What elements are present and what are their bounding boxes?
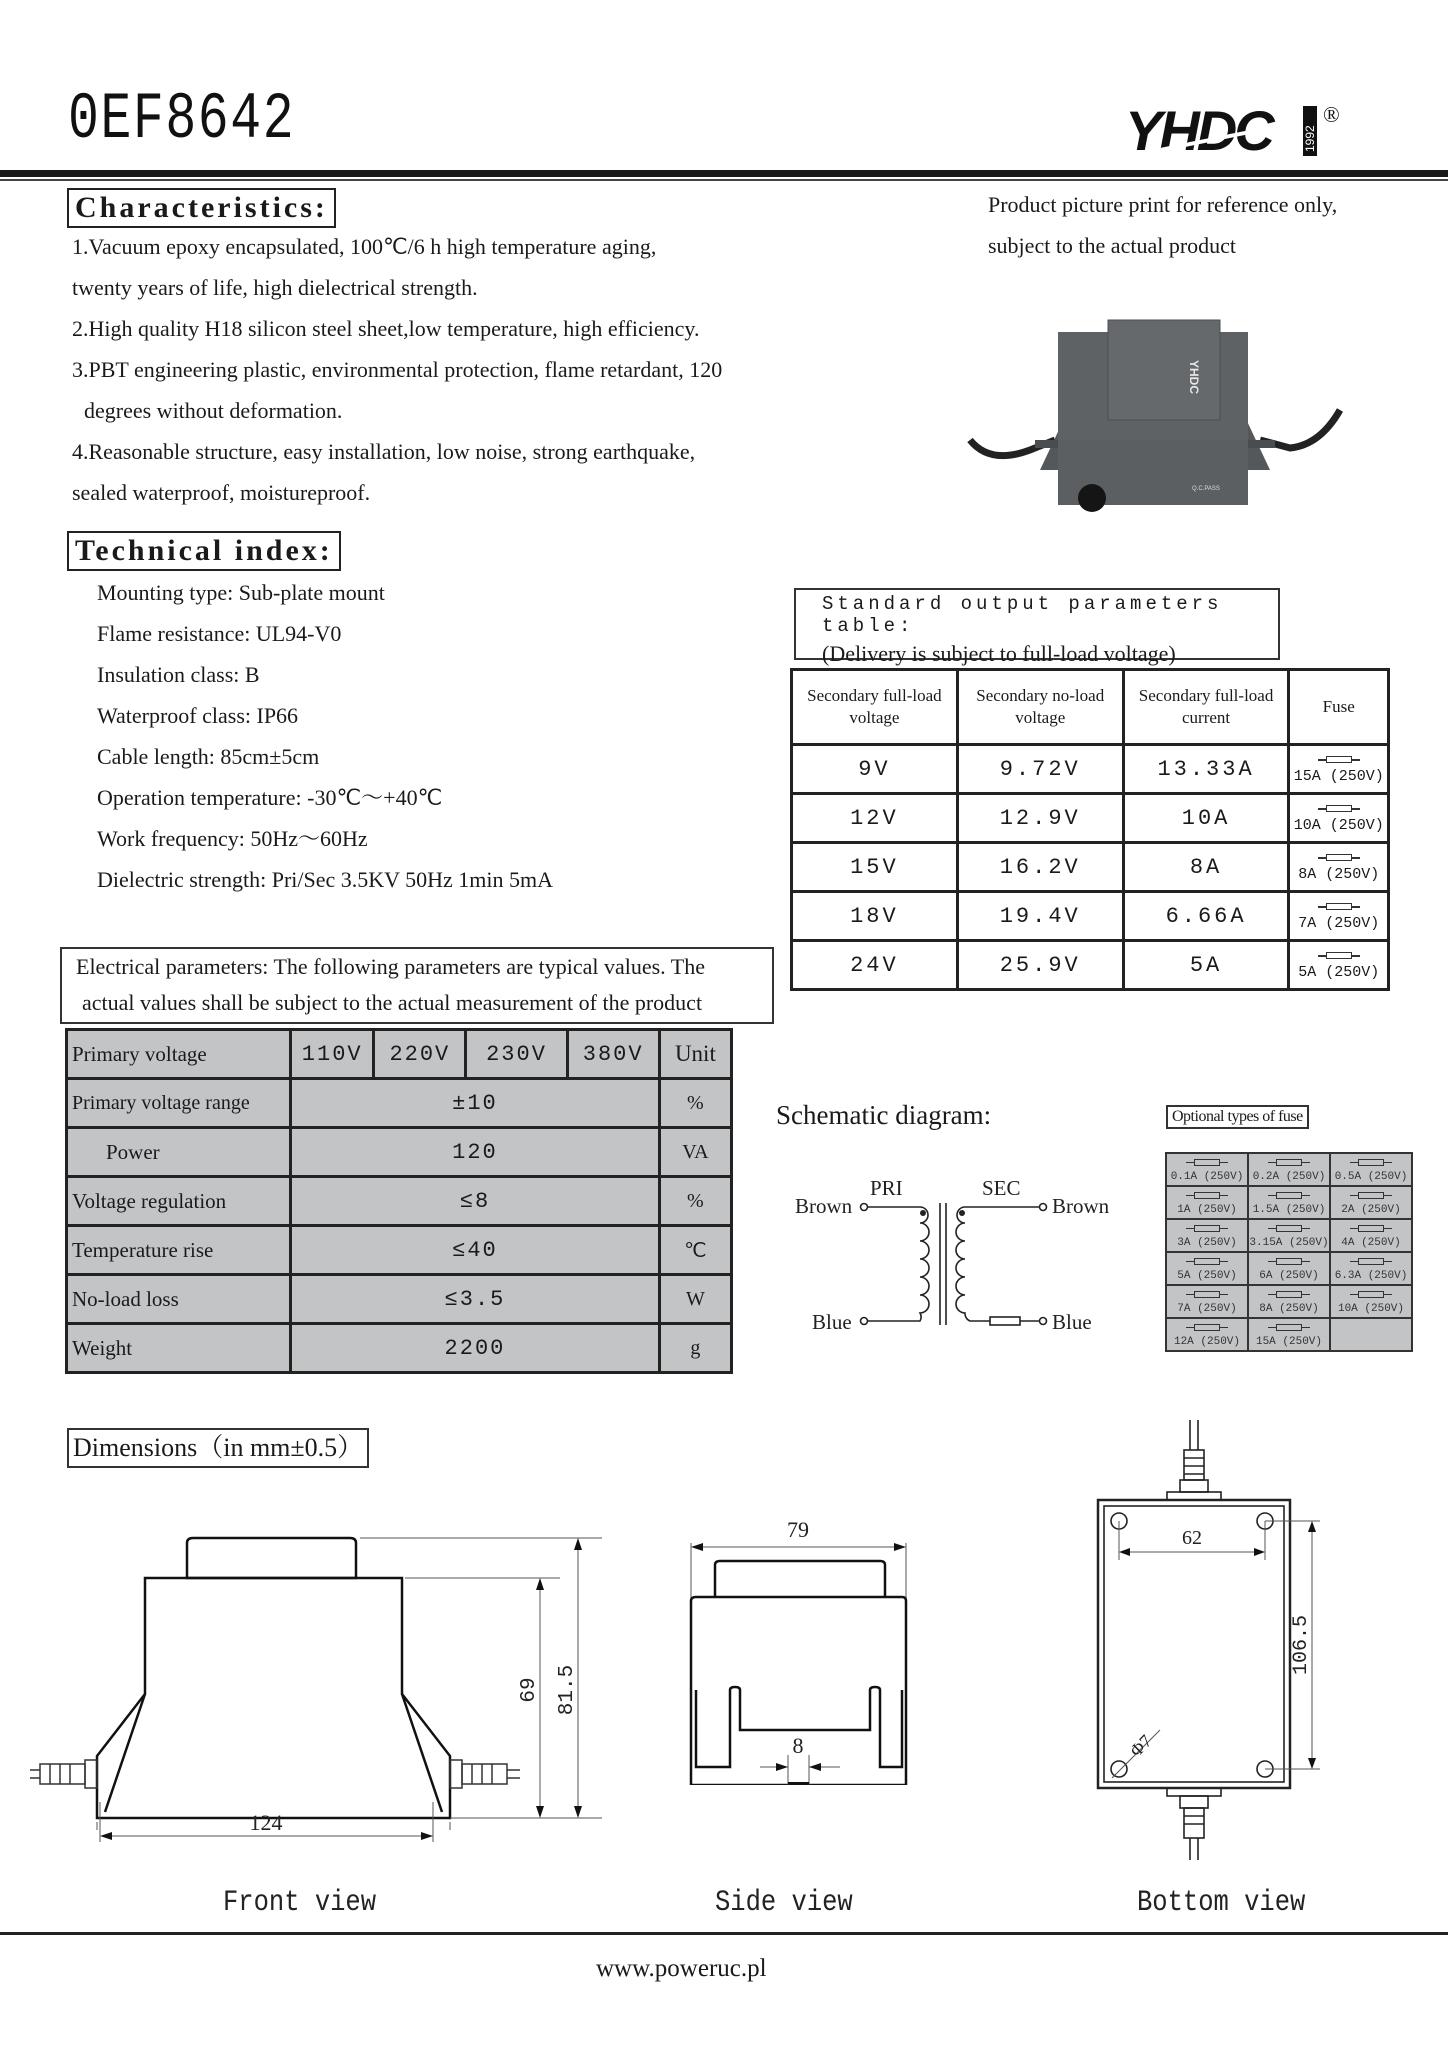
- fuse-icon: [1358, 1291, 1384, 1298]
- photo-brand: YHDC: [1187, 360, 1201, 395]
- bottom-view-drawing: [1090, 1420, 1350, 1860]
- front-view-drawing: [30, 1520, 630, 1830]
- fuse-icon: [1326, 952, 1352, 959]
- table-row: [792, 843, 1389, 892]
- fuse-icon: [1276, 1225, 1302, 1232]
- terminal-icon: [1040, 1318, 1047, 1325]
- characteristic-line: 1.Vacuum epoxy encapsulated, 100℃/6 h high temperature aging,: [72, 234, 657, 259]
- table-row: [67, 1275, 732, 1324]
- fuse-option: 12A (250V): [1166, 1318, 1248, 1351]
- fuse-icon: [1358, 1225, 1384, 1232]
- pri-label: PRI: [870, 1176, 903, 1200]
- table-row: [67, 1226, 732, 1275]
- table-row: [792, 745, 1389, 794]
- terminal-icon: [1040, 1204, 1047, 1211]
- standard-output-subtitle: (Delivery is subject to full-load voltage): [822, 641, 1176, 666]
- fuse-option: 15A (250V): [1248, 1318, 1330, 1351]
- column-header: Secondary full-load voltage: [792, 670, 958, 745]
- row-value: ≤3.5: [291, 1275, 660, 1324]
- fuse-icon: [1276, 1159, 1302, 1166]
- tech-item: Insulation class: B: [97, 662, 260, 687]
- table-header-row: [67, 1030, 732, 1079]
- table-cell: 18V: [792, 892, 958, 941]
- sec-bottom-wire-label: Blue: [1052, 1310, 1092, 1334]
- front-total-height: 81.5: [556, 1664, 579, 1716]
- table-row: [67, 1079, 732, 1128]
- logo-year: 1992: [1303, 125, 1317, 152]
- technical-index-title: Technical index:: [67, 531, 341, 571]
- fuse-option: 8A (250V): [1248, 1285, 1330, 1318]
- mount-hole-icon: [1111, 1761, 1127, 1777]
- table-cell: 13.33A: [1123, 745, 1289, 794]
- electrical-note-line: actual values shall be subject to the actual measurement of the product: [82, 990, 703, 1015]
- front-width-dimension: [80, 1800, 450, 1850]
- table-cell: 12V: [792, 794, 958, 843]
- table-cell: 25.9V: [957, 941, 1123, 990]
- product-note-line: Product picture print for reference only,: [988, 192, 1338, 217]
- registered-mark: ®: [1323, 102, 1340, 127]
- fuse-option: 0.2A (250V): [1248, 1153, 1330, 1186]
- polarity-dot: [920, 1210, 926, 1216]
- technical-index-list: [97, 572, 553, 900]
- schematic-title: Schematic diagram:: [776, 1100, 992, 1130]
- row-unit: W: [659, 1275, 731, 1324]
- row-label: Power: [67, 1128, 291, 1177]
- fuse-icon: [1194, 1324, 1220, 1331]
- cable-gland-right: [450, 1760, 520, 1788]
- front-body-height: 69: [518, 1677, 541, 1703]
- table-cell: 9V: [792, 745, 958, 794]
- row-value: ≤8: [291, 1177, 660, 1226]
- row-value: 2200: [291, 1324, 660, 1373]
- table-header-row: [792, 670, 1389, 745]
- fuse-icon: [1358, 1159, 1384, 1166]
- fuse-icon: [990, 1317, 1020, 1325]
- footer-url[interactable]: www.poweruc.pl: [596, 1955, 767, 1982]
- optional-fuse-title: Optional types of fuse: [1166, 1105, 1309, 1129]
- row-unit: VA: [659, 1128, 731, 1177]
- table-row: [792, 794, 1389, 843]
- electrical-note-line: Electrical parameters: The following parameters are typical values. The: [76, 954, 705, 979]
- fuse-option: 7A (250V): [1166, 1285, 1248, 1318]
- schematic-diagram: [790, 1165, 1130, 1340]
- table-cell: 16.2V: [957, 843, 1123, 892]
- dimensions-title: Dimensions（in mm±0.5）: [67, 1428, 369, 1468]
- logo-brand-text: YHDC: [1125, 100, 1272, 160]
- row-label: No-load loss: [67, 1275, 291, 1324]
- bottom-hole-spacing-y: 106.5: [1290, 1614, 1313, 1676]
- characteristics-list: [72, 226, 812, 513]
- fuse-icon: [1194, 1291, 1220, 1298]
- tech-item: Operation temperature: -30℃～+40℃: [97, 785, 443, 810]
- product-note: [988, 184, 1337, 266]
- table-row: [67, 1177, 732, 1226]
- primary-coil: [868, 1207, 929, 1321]
- fuse-icon: [1326, 756, 1352, 763]
- table-cell: 5A: [1123, 941, 1289, 990]
- table-cell: 6.66A: [1123, 892, 1289, 941]
- row-unit: ℃: [659, 1226, 731, 1275]
- svg-text:Q.C.PASS: Q.C.PASS: [1192, 486, 1220, 492]
- fuse-cell: 10A (250V): [1289, 794, 1389, 843]
- table-cell: 9.72V: [957, 745, 1123, 794]
- fuse-option-empty: [1330, 1318, 1412, 1351]
- optional-fuse-grid: [1165, 1152, 1413, 1352]
- fuse-holder-icon: [1078, 484, 1106, 512]
- table-cell: 24V: [792, 941, 958, 990]
- table-row: [792, 892, 1389, 941]
- fuse-icon: [1194, 1159, 1220, 1166]
- tech-item: Dielectric strength: Pri/Sec 3.5KV 50Hz 1min 5mA: [97, 867, 554, 892]
- side-cap-outline: [715, 1561, 885, 1597]
- fuse-cell: 7A (250V): [1289, 892, 1389, 941]
- fuse-icon: [1276, 1324, 1302, 1331]
- row-label: Temperature rise: [67, 1226, 291, 1275]
- table-cell: 10A: [1123, 794, 1289, 843]
- voltage-220: 220V: [374, 1030, 466, 1079]
- column-header: Fuse: [1289, 670, 1389, 745]
- standard-output-table: [790, 668, 1390, 991]
- tech-item: Cable length: 85cm±5cm: [97, 744, 320, 769]
- electrical-parameters-table: [65, 1028, 733, 1374]
- column-header: Secondary no-load voltage: [957, 670, 1123, 745]
- footer-rule: [0, 1932, 1448, 1935]
- bottom-hole-spacing-x: 62: [1182, 1527, 1202, 1549]
- characteristic-line: 3.PBT engineering plastic, environmental protection, flame retardant, 120: [72, 357, 723, 382]
- standard-output-title: Standard output parameters table:: [822, 593, 1223, 637]
- bottom-view-label: Bottom view: [1137, 1886, 1306, 1920]
- row-label: Primary voltage range: [67, 1079, 291, 1128]
- voltage-230: 230V: [466, 1030, 567, 1079]
- front-width-value: 124: [249, 1810, 283, 1835]
- side-view-label: Side view: [715, 1886, 853, 1920]
- fuse-option: 0.1A (250V): [1166, 1153, 1248, 1186]
- fuse-icon: [1194, 1192, 1220, 1199]
- fuse-cell: 8A (250V): [1289, 843, 1389, 892]
- header-rule-thin: [0, 179, 1448, 181]
- characteristic-line: 2.High quality H18 silicon steel sheet,low temperature, high efficiency.: [72, 316, 700, 341]
- row-value: ≤40: [291, 1226, 660, 1275]
- characteristic-line: degrees without deformation.: [84, 398, 343, 423]
- product-photo: [960, 290, 1350, 520]
- fuse-icon: [1326, 854, 1352, 861]
- fuse-option: 6.3A (250V): [1330, 1252, 1412, 1285]
- cable-gland-top: [1184, 1450, 1204, 1480]
- fuse-option: 2A (250V): [1330, 1186, 1412, 1219]
- row-unit: g: [659, 1324, 731, 1373]
- fuse-icon: [1276, 1258, 1302, 1265]
- fuse-cell: 15A (250V): [1289, 745, 1389, 794]
- table-row: [67, 1324, 732, 1373]
- terminal-icon: [861, 1318, 868, 1325]
- fuse-option: 0.5A (250V): [1330, 1153, 1412, 1186]
- fuse-icon: [1276, 1291, 1302, 1298]
- secondary-coil: [956, 1207, 1039, 1321]
- fuse-option: 3A (250V): [1166, 1219, 1248, 1252]
- fuse-option: 3.15A (250V): [1248, 1219, 1330, 1252]
- body-outline: [97, 1578, 450, 1818]
- fuse-option: 4A (250V): [1330, 1219, 1412, 1252]
- row-label: Voltage regulation: [67, 1177, 291, 1226]
- row-value: ±10: [291, 1079, 660, 1128]
- fuse-option: 1A (250V): [1166, 1186, 1248, 1219]
- model-number: 0EF8642: [68, 82, 296, 157]
- top-cap: [1108, 320, 1220, 420]
- row-value: 120: [291, 1128, 660, 1177]
- side-width-value: 79: [787, 1517, 809, 1542]
- tech-item: Flame resistance: UL94-V0: [97, 621, 342, 646]
- fuse-icon: [1276, 1192, 1302, 1199]
- fuse-icon: [1194, 1225, 1220, 1232]
- table-cell: 8A: [1123, 843, 1289, 892]
- sec-label: SEC: [982, 1176, 1021, 1200]
- product-note-line: subject to the actual product: [988, 233, 1237, 258]
- characteristics-title: Characteristics:: [67, 188, 336, 228]
- table-cell: 19.4V: [957, 892, 1123, 941]
- standard-output-title-box: [794, 588, 1280, 666]
- table-cell: 15V: [792, 843, 958, 892]
- terminal-icon: [861, 1204, 868, 1211]
- electrical-note: [60, 947, 774, 1024]
- fuse-icon: [1358, 1192, 1384, 1199]
- row-unit: %: [659, 1177, 731, 1226]
- characteristic-line: 4.Reasonable structure, easy installation, low noise, strong earthquake,: [72, 439, 696, 464]
- pri-top-wire-label: Brown: [795, 1194, 853, 1218]
- bottom-hole-diameter: Φ7: [1125, 1730, 1156, 1761]
- cable-gland-left: [30, 1760, 97, 1788]
- polarity-dot: [959, 1210, 965, 1216]
- tech-item: Waterproof class: IP66: [97, 703, 299, 728]
- side-view-drawing: [680, 1505, 920, 1785]
- fuse-icon: [1358, 1258, 1384, 1265]
- tech-item: Work frequency: 50Hz～60Hz: [97, 826, 368, 851]
- voltage-110: 110V: [291, 1030, 374, 1079]
- fuse-cell: 5A (250V): [1289, 941, 1389, 990]
- unit-header: Unit: [659, 1030, 731, 1079]
- top-cap-outline: [187, 1538, 356, 1578]
- front-view-label: Front view: [223, 1886, 377, 1920]
- cable-gland-bottom: [1184, 1808, 1204, 1838]
- table-row: [67, 1128, 732, 1177]
- tech-item: Mounting type: Sub-plate mount: [97, 580, 385, 605]
- column-header: Secondary full-load current: [1123, 670, 1289, 745]
- row-label: Primary voltage: [67, 1030, 291, 1079]
- header-rule: [0, 170, 1448, 177]
- fuse-option: 1.5A (250V): [1248, 1186, 1330, 1219]
- row-unit: %: [659, 1079, 731, 1128]
- sec-top-wire-label: Brown: [1052, 1194, 1110, 1218]
- fuse-icon: [1194, 1258, 1220, 1265]
- fuse-option: 5A (250V): [1166, 1252, 1248, 1285]
- fuse-icon: [1326, 903, 1352, 910]
- characteristic-line: twenty years of life, high dielectrical strength.: [72, 275, 478, 300]
- pri-bottom-wire-label: Blue: [812, 1310, 852, 1334]
- fuse-icon: [1326, 805, 1352, 812]
- characteristic-line: sealed waterproof, moistureproof.: [72, 480, 371, 505]
- table-row: [792, 941, 1389, 990]
- fuse-option: 6A (250V): [1248, 1252, 1330, 1285]
- side-slot-value: 8: [792, 1733, 804, 1758]
- voltage-380: 380V: [567, 1030, 659, 1079]
- table-cell: 12.9V: [957, 794, 1123, 843]
- yhdc-logo: [1125, 100, 1355, 160]
- row-label: Weight: [67, 1324, 291, 1373]
- fuse-option: 10A (250V): [1330, 1285, 1412, 1318]
